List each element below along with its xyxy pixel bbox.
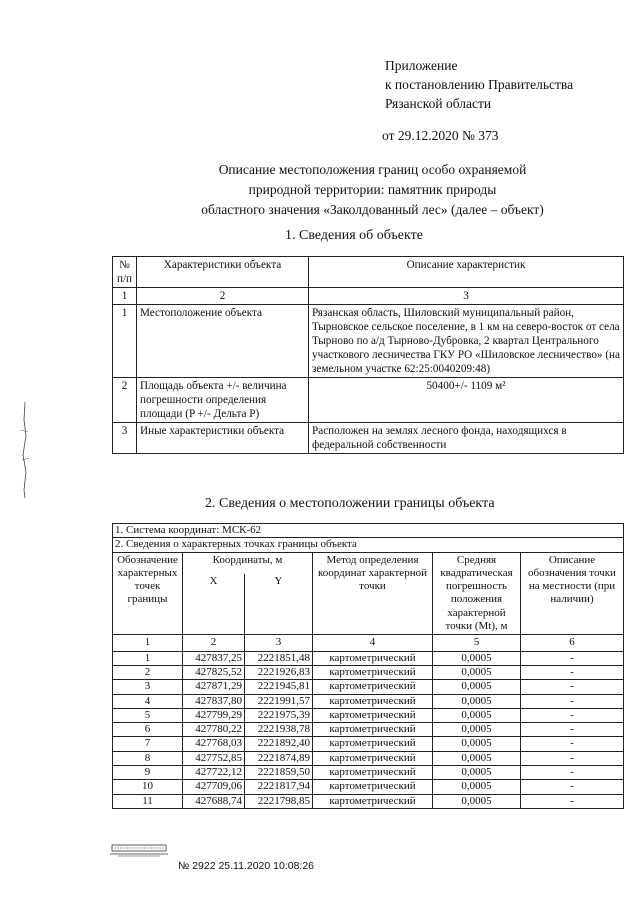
point-description: - — [521, 665, 624, 679]
table-row — [113, 723, 624, 737]
annex-line-1: Приложение — [385, 58, 458, 73]
point-number: 11 — [113, 794, 183, 808]
section-2-heading: 2. Сведения о местоположении границы объекта — [205, 496, 495, 511]
point-y: 2221975,39 — [245, 708, 313, 722]
point-number: 8 — [113, 751, 183, 765]
point-y: 2221851,48 — [245, 651, 313, 665]
point-error: 0,0005 — [433, 680, 521, 694]
registration-stamp: № 2922 25.11.2020 10:08:26 — [178, 860, 315, 872]
point-number: 2 — [113, 665, 183, 679]
header-characteristic: Характеристики объекта — [137, 257, 309, 288]
header-y: Y — [245, 574, 313, 635]
point-error: 0,0005 — [433, 794, 521, 808]
point-number: 9 — [113, 766, 183, 780]
points-header-row — [113, 552, 624, 574]
table-header-row — [113, 257, 624, 288]
row-characteristic: Площадь объекта +/- величина погрешности определения площади (P +/- Дельта P) — [137, 378, 309, 423]
point-error: 0,0005 — [433, 766, 521, 780]
point-y: 2221874,89 — [245, 751, 313, 765]
point-number: 4 — [113, 694, 183, 708]
point-method: картометрический — [313, 794, 433, 808]
table-row — [113, 751, 624, 765]
point-method: картометрический — [313, 766, 433, 780]
table-row — [113, 680, 624, 694]
colnum-2: 2 — [183, 635, 245, 651]
table-row — [113, 651, 624, 665]
point-description: - — [521, 708, 624, 722]
point-error: 0,0005 — [433, 751, 521, 765]
point-error: 0,0005 — [433, 723, 521, 737]
points-title-row — [113, 538, 624, 552]
table-row — [113, 378, 624, 423]
point-y: 2221938,78 — [245, 723, 313, 737]
point-method: картометрический — [313, 723, 433, 737]
header-point-description: Описание обозначения точки на местности (при наличии) — [521, 552, 624, 635]
table-row — [113, 423, 624, 454]
title-line-2: природной территории: памятник природы — [248, 182, 497, 197]
point-number: 3 — [113, 680, 183, 694]
colnum-1: 1 — [113, 288, 137, 305]
table-row — [113, 737, 624, 751]
row-description: Расположен на землях лесного фонда, находящихся в федеральной собственности — [309, 423, 624, 454]
point-error: 0,0005 — [433, 651, 521, 665]
header-error: Средняя квадратическая погрешность положения характерной точки (Mt), м — [433, 552, 521, 635]
point-x: 427837,80 — [183, 694, 245, 708]
point-description: - — [521, 794, 624, 808]
title-line-3: областного значения «Заколдованный лес» (далее – объект) — [201, 202, 544, 217]
row-characteristic: Местоположение объекта — [137, 305, 309, 378]
point-description: - — [521, 694, 624, 708]
column-number-row — [113, 288, 624, 305]
points-title: 2. Сведения о характерных точках границы объекта — [113, 538, 624, 552]
point-description: - — [521, 723, 624, 737]
table-row — [113, 665, 624, 679]
point-x: 427768,03 — [183, 737, 245, 751]
colnum-2: 2 — [137, 288, 309, 305]
point-y: 2221817,94 — [245, 780, 313, 794]
point-x: 427780,22 — [183, 723, 245, 737]
annex-block — [382, 56, 574, 145]
point-y: 2221798,85 — [245, 794, 313, 808]
table-row — [113, 305, 624, 378]
point-description: - — [521, 751, 624, 765]
point-x: 427837,25 — [183, 651, 245, 665]
point-method: картометрический — [313, 694, 433, 708]
table-row — [113, 794, 624, 808]
point-number: 1 — [113, 651, 183, 665]
row-characteristic: Иные характеристики объекта — [137, 423, 309, 454]
header-number: № п/п — [113, 257, 137, 288]
row-description: Рязанская область, Шиловский муниципальный район, Тырновское сельское поселение, в 1 км на северо-восток от села Тырново по а/д Тырново-Дубровка, 2 квартал Центрального участкового лесничества ГКУ РО «Шиловское лесничество» (на земельном участке 62:25:0040209:48) — [309, 305, 624, 378]
point-method: картометрический — [313, 680, 433, 694]
header-coords — [183, 552, 313, 574]
point-y: 2221945,81 — [245, 680, 313, 694]
header-x: X — [183, 574, 245, 635]
point-x: 427752,85 — [183, 751, 245, 765]
row-number: 2 — [113, 378, 137, 423]
point-method: картометрический — [313, 651, 433, 665]
point-error: 0,0005 — [433, 737, 521, 751]
section-1-heading: 1. Сведения об объекте — [285, 228, 423, 243]
boundary-points-table — [112, 523, 624, 809]
point-x: 427871,29 — [183, 680, 245, 694]
point-number: 7 — [113, 737, 183, 751]
colnum-4: 4 — [313, 635, 433, 651]
title-line-1: Описание местоположения границ особо охраняемой — [218, 162, 527, 177]
header-description: Описание характеристик — [309, 257, 624, 288]
point-error: 0,0005 — [433, 665, 521, 679]
document-title — [120, 160, 625, 220]
annex-date: от 29.12.2020 № 373 — [382, 128, 499, 143]
coordinate-system: 1. Система координат: МСК-62 — [113, 524, 624, 538]
point-number: 10 — [113, 780, 183, 794]
point-x: 427722,12 — [183, 766, 245, 780]
points-colnum-row — [113, 635, 624, 651]
point-description: - — [521, 737, 624, 751]
point-number: 6 — [113, 723, 183, 737]
point-x: 427709,06 — [183, 780, 245, 794]
table-row — [113, 694, 624, 708]
point-method: картометрический — [313, 751, 433, 765]
point-method: картометрический — [313, 737, 433, 751]
point-method: картометрический — [313, 665, 433, 679]
seal-stamp-icon — [108, 842, 170, 858]
coordinate-system-row — [113, 524, 624, 538]
colnum-3: 3 — [309, 288, 624, 305]
point-description: - — [521, 766, 624, 780]
table-row — [113, 766, 624, 780]
header-method: Метод определения координат характерной точки — [313, 552, 433, 635]
point-error: 0,0005 — [433, 780, 521, 794]
row-number: 1 — [113, 305, 137, 378]
header-designation: Обозначение характерных точек границы — [113, 552, 183, 635]
point-y: 2221859,50 — [245, 766, 313, 780]
row-description: 50400+/- 1109 м² — [309, 378, 624, 423]
point-description: - — [521, 680, 624, 694]
point-y: 2221991,57 — [245, 694, 313, 708]
point-number: 5 — [113, 708, 183, 722]
annex-line-2: к постановлению Правительства — [385, 77, 574, 92]
colnum-5: 5 — [433, 635, 521, 651]
colnum-3: 3 — [245, 635, 313, 651]
table-row — [113, 708, 624, 722]
point-y: 2221892,40 — [245, 737, 313, 751]
points-body — [113, 651, 624, 808]
point-y: 2221926,83 — [245, 665, 313, 679]
point-method: картометрический — [313, 708, 433, 722]
object-info-table — [112, 256, 624, 454]
table-row — [113, 780, 624, 794]
margin-signature-icon — [18, 400, 32, 500]
point-error: 0,0005 — [433, 694, 521, 708]
colnum-6: 6 — [521, 635, 624, 651]
colnum-1: 1 — [113, 635, 183, 651]
point-description: - — [521, 651, 624, 665]
point-method: картометрический — [313, 780, 433, 794]
point-x: 427825,52 — [183, 665, 245, 679]
header-coords-label: Координаты, м — [212, 553, 283, 566]
row-number: 3 — [113, 423, 137, 454]
point-error: 0,0005 — [433, 708, 521, 722]
point-description: - — [521, 780, 624, 794]
annex-line-3: Рязанской области — [385, 96, 492, 111]
point-x: 427799,29 — [183, 708, 245, 722]
point-x: 427688,74 — [183, 794, 245, 808]
